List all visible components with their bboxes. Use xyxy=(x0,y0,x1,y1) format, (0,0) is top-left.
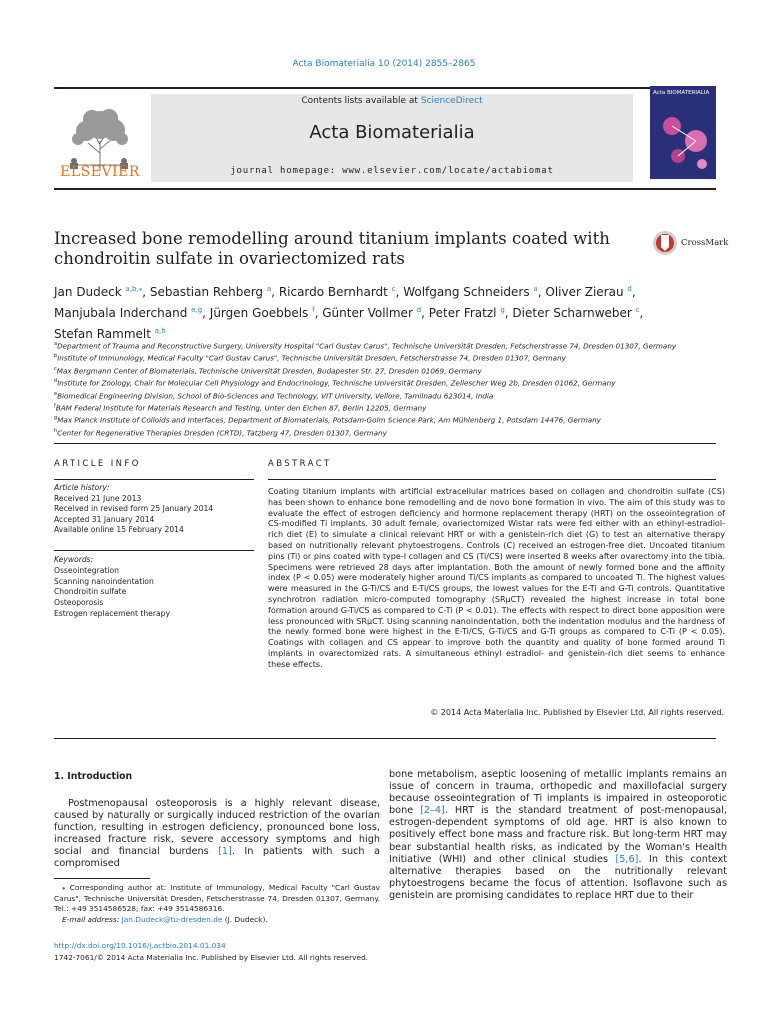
affiliation-text: Institute of Immunology, Medical Faculty "Carl Gustav Carus", Technische Universität Dresden, Fetscherstrasse 74, Dresden 01307, Germany xyxy=(57,353,566,363)
author-affiliation-marker[interactable]: c xyxy=(635,306,640,314)
affiliation-text: Max Bergmann Center of Biomaterials, Technische Universität Dresden, Budapester Str. 27, Dresden 01069, Germany xyxy=(56,366,482,376)
affiliation-text: BAM Federal Institute for Materials Research and Testing, Unter den Eichen 87, Berlin 12205, Germany xyxy=(55,403,427,413)
author-affiliation-marker[interactable]: e,g xyxy=(191,306,203,314)
affiliation-key: a xyxy=(54,341,58,347)
email-label: E-mail address: xyxy=(62,914,122,924)
author-name: Peter Fratzl xyxy=(428,306,497,320)
author-affiliation-marker[interactable]: a xyxy=(533,285,538,293)
author-name: Sebastian Rehberg xyxy=(149,285,264,299)
abstract-rule xyxy=(268,479,716,480)
journal-citation-link[interactable]: Acta Biomaterialia 10 (2014) 2855–2865 xyxy=(292,59,476,69)
author-name: Jürgen Goebbels xyxy=(209,306,309,320)
author-affiliation-marker[interactable]: c xyxy=(391,285,396,293)
cover-title: Acta BIOMATERIALIA xyxy=(653,90,710,96)
author-affiliation-marker[interactable]: d xyxy=(627,285,632,293)
elsevier-wordmark: ELSEVIER xyxy=(60,164,140,180)
footnote-text: ⁎ Corresponding author at: Institute of Immunology, Medical Faculty "Carl Gustav Carus", Technische Universität Dresden, Fetscherstrasse 74, Dresden 01307, Germany. Tel.: +49 3514586528; fax: +49 3514586316. xyxy=(54,883,380,913)
abstract-bottom-rule xyxy=(54,738,716,739)
introduction-left-column xyxy=(54,798,380,871)
keywords-rule xyxy=(54,550,254,551)
affiliation-item xyxy=(54,364,734,376)
contents-available-line xyxy=(151,96,633,106)
intro-text: . In this context alternative therapies based on the nutritionally relevant phytoestrogens became the focus of attention. Isoflavone such as genistein are promising candidates to replace HRT due to their xyxy=(389,853,727,901)
affiliation-item xyxy=(54,413,734,425)
affiliation-item xyxy=(54,376,734,388)
article-info-rule xyxy=(54,479,254,480)
email-link[interactable]: Jan.Dudeck@tu-dresden.de xyxy=(121,914,223,924)
issn-copyright-line: 1742-7061/© 2014 Acta Materialia Inc. Published by Elsevier Ltd. All rights reserved. xyxy=(54,953,369,962)
affiliation-item xyxy=(54,339,734,351)
affiliation-list xyxy=(54,339,734,438)
doi-link[interactable]: http://dx.doi.org/10.1016/j.actbio.2014.01.034 xyxy=(54,941,226,950)
author-separator: , xyxy=(537,285,546,299)
journal-homepage[interactable]: journal homepage: www.elsevier.com/locate/actabiomat xyxy=(230,166,554,176)
history-label: Article history: xyxy=(54,483,110,492)
introduction-heading: 1. Introduction xyxy=(54,771,133,782)
intro-text: . In patients with such a compromised xyxy=(54,846,380,870)
intro-text: bone metabolism, aseptic loosening of metallic implants remains an issue of concern in trauma, orthopedic and maxillofacial surgery because osseointegration of Ti implants is impaired in osteoporotic bone xyxy=(389,769,727,817)
citation-link[interactable]: [2–4] xyxy=(420,805,445,817)
affiliation-text: Biomedical Engineering Division, School of Bio-Sciences and Technology, VIT University, Vellore, Tamilnadu 623014, India xyxy=(57,390,494,400)
author-separator: , xyxy=(314,306,323,320)
author-name: Jan Dudeck xyxy=(54,285,122,299)
author-separator: , xyxy=(271,285,279,299)
keywords-label: Keywords: xyxy=(54,555,94,564)
abstract-heading: ABSTRACT xyxy=(268,459,332,469)
author-affiliation-marker[interactable]: a,h xyxy=(154,327,166,335)
affiliation-item xyxy=(54,351,734,363)
citation-link[interactable]: [1] xyxy=(218,846,232,858)
keywords-list xyxy=(54,555,254,620)
article-info-heading: ARTICLE INFO xyxy=(54,459,141,469)
affiliation-item xyxy=(54,389,734,401)
header-bottom-rule xyxy=(54,188,716,190)
author-affiliation-marker[interactable]: a xyxy=(266,285,272,293)
author-affiliation-marker[interactable]: f xyxy=(312,306,315,314)
article-title: Increased bone remodelling around titanium implants coated with chondroitin sulfate in ovariectomized rats xyxy=(54,229,610,268)
author-separator: , xyxy=(639,306,644,320)
affiliation-text: Institute for Zoology, Chair for Molecular Cell Physiology and Endocrinology, Technische Universität Dresden, Zellescher Weg 2b, Dresden 01062, Germany xyxy=(57,378,616,388)
author-name: Ricardo Bernhardt xyxy=(278,285,388,299)
email-suffix: (J. Dudeck). xyxy=(222,914,268,924)
author-separator: , xyxy=(395,285,404,299)
author-name: Stefan Rammelt xyxy=(54,327,151,341)
author-name: Günter Vollmer xyxy=(322,306,413,320)
author-separator: , xyxy=(202,306,210,320)
keyword-item: Osseointegration xyxy=(54,565,119,575)
cover-artwork xyxy=(650,86,716,179)
history-item: Received in revised form 25 January 2014 xyxy=(54,504,214,513)
corresponding-author-footnote xyxy=(54,883,380,925)
journal-title: Acta Biomaterialia xyxy=(309,122,475,143)
crossmark-icon xyxy=(652,229,678,257)
crossmark-label: CrossMark xyxy=(681,238,729,248)
affiliation-key: d xyxy=(54,378,58,385)
affiliation-item xyxy=(54,426,734,438)
keyword-item: Estrogen replacement therapy xyxy=(54,608,170,618)
affiliation-key: g xyxy=(54,415,58,422)
affiliation-text: Center for Regenerative Therapies Dresden (CRTD), Tatzberg 47, Dresden 01307, Germany xyxy=(57,428,387,438)
affiliation-key: f xyxy=(54,402,56,409)
author-affiliation-marker[interactable]: d xyxy=(416,306,422,314)
citation-link[interactable]: [5,6] xyxy=(615,853,639,865)
author-separator: , xyxy=(631,285,636,299)
history-item: Accepted 31 January 2014 xyxy=(54,514,155,524)
author-affiliation-marker[interactable]: g xyxy=(500,306,505,314)
contents-prefix: Contents lists available at xyxy=(301,96,421,106)
author-name: Manjubala Inderchand xyxy=(54,306,188,320)
keyword-item: Scanning nanoindentation xyxy=(54,576,154,586)
intro-text: Postmenopausal osteoporosis is a highly relevant disease, caused by naturally or surgically induced restriction of the ovarian function, resulting in estrogen deficiency, pronounced bone loss, increased fracture risk, severe accessory symptoms and high social and financial burdens xyxy=(54,798,380,858)
journal-cover-image xyxy=(650,86,716,179)
affiliation-key: c xyxy=(54,365,57,372)
keyword-item: Osteoporosis xyxy=(54,598,104,608)
author-name: Oliver Zierau xyxy=(545,285,624,299)
sciencedirect-link[interactable]: ScienceDirect xyxy=(420,96,483,106)
affiliation-text: Max Planck Institute of Colloids and Interfaces, Department of Biomaterials, Potsdam-Golm Science Park, Am Mühlenberg 1, Potsdam 14476, Germany xyxy=(57,415,601,425)
abstract-copyright: © 2014 Acta Materialia Inc. Published by Elsevier Ltd. All rights reserved. xyxy=(430,708,724,717)
history-item: Received 21 June 2013 xyxy=(54,493,142,503)
author-name: Dieter Scharnweber xyxy=(512,306,632,320)
affiliation-key: h xyxy=(54,427,58,434)
author-list xyxy=(54,280,719,343)
top-rule xyxy=(54,87,716,89)
affiliation-key: e xyxy=(54,390,58,397)
affiliation-text: Department of Trauma and Reconstructive Surgery, University Hospital "Carl Gustav Carus", Technische Universität Dresden, Fetscherstrasse 74, Dresden 01307, Germany xyxy=(57,341,677,351)
intro-text: . HRT is the standard treatment of post-menopausal, estrogen-dependent symptoms of old age. HRT is also known to positively effect bone mass and fracture risk. But long-term HRT may bear substantial health risks, as indicated by the Woman's Health Initiative (WHI) and other clinical studies xyxy=(389,805,728,865)
keyword-item: Chondroitin sulfate xyxy=(54,587,127,597)
author-separator: , xyxy=(142,285,150,299)
affiliation-key: b xyxy=(54,353,58,360)
author-separator: , xyxy=(421,306,429,320)
affiliation-rule xyxy=(54,443,716,444)
author-affiliation-marker[interactable]: a,b,⁎ xyxy=(125,285,143,293)
author-separator: , xyxy=(504,306,513,320)
affiliation-item xyxy=(54,401,734,413)
footnote-email-line xyxy=(54,915,380,926)
footnote-rule xyxy=(54,878,150,879)
abstract-text: Coating titanium implants with artificial extracellular matrices based on collagen and chondroitin sulfate (CS) has been shown to enhance bone remodelling and de novo bone formation in vivo. The aim of this study was to evaluate the effect of estrogen deficiency and hormone replacement therapy (HRT) on the osseointegration of CS-modified Ti implants. 30 adult female, ovariectomized Wistar rats were fed either with an ethinyl-estradiol-rich diet (E) to simulate a clinical relevant HRT or with a genistein-rich diet (G) to test an alternative therapy based on nutritionally relevant phytoestrogens. Controls (C) received an estrogen-free diet. Uncoated titanium pins (Ti) or pins coated with type-I collagen and CS (Ti/CS) were inserted 8 weeks after ovarectomy into the tibia. Specimens were retrieved 28 days after implantation. Both the amount of newly formed bone and the affinity index (P < 0.05) were moderately higher around Ti/CS implants as compared to uncoated Ti. The highest values were measured in the G-Ti/CS and E-Ti/CS groups, the lowest values for the E-Ti and G-Ti controls. Quantitative synchrotron radiation micro-computed tomography (SRμCT) revealed the highest increase in total bone formation around G-Ti/CS as compared to C-Ti (P < 0.01). The effects with respect to direct bone apposition were less pronounced with SRμCT. Using scanning nanoindentation, both the indentation modulus and the hardness of the newly formed bone were highest in the E-Ti/CS, G-Ti/CS and G-Ti groups as compared to C-Ti (P < 0.05). Coatings with collagen and CS appear to improve both the quantity and quality of bone formed around Ti implants in ovarectomized rats. A simultaneous ethinyl estradiol- and genistein-rich diet seems to enhance these effects. xyxy=(268,487,725,669)
article-history xyxy=(54,483,254,536)
crossmark-badge[interactable] xyxy=(652,229,732,259)
author-name: Wolfgang Schneiders xyxy=(403,285,530,299)
history-item: Available online 15 February 2014 xyxy=(54,525,184,534)
introduction-right-column xyxy=(389,769,727,902)
